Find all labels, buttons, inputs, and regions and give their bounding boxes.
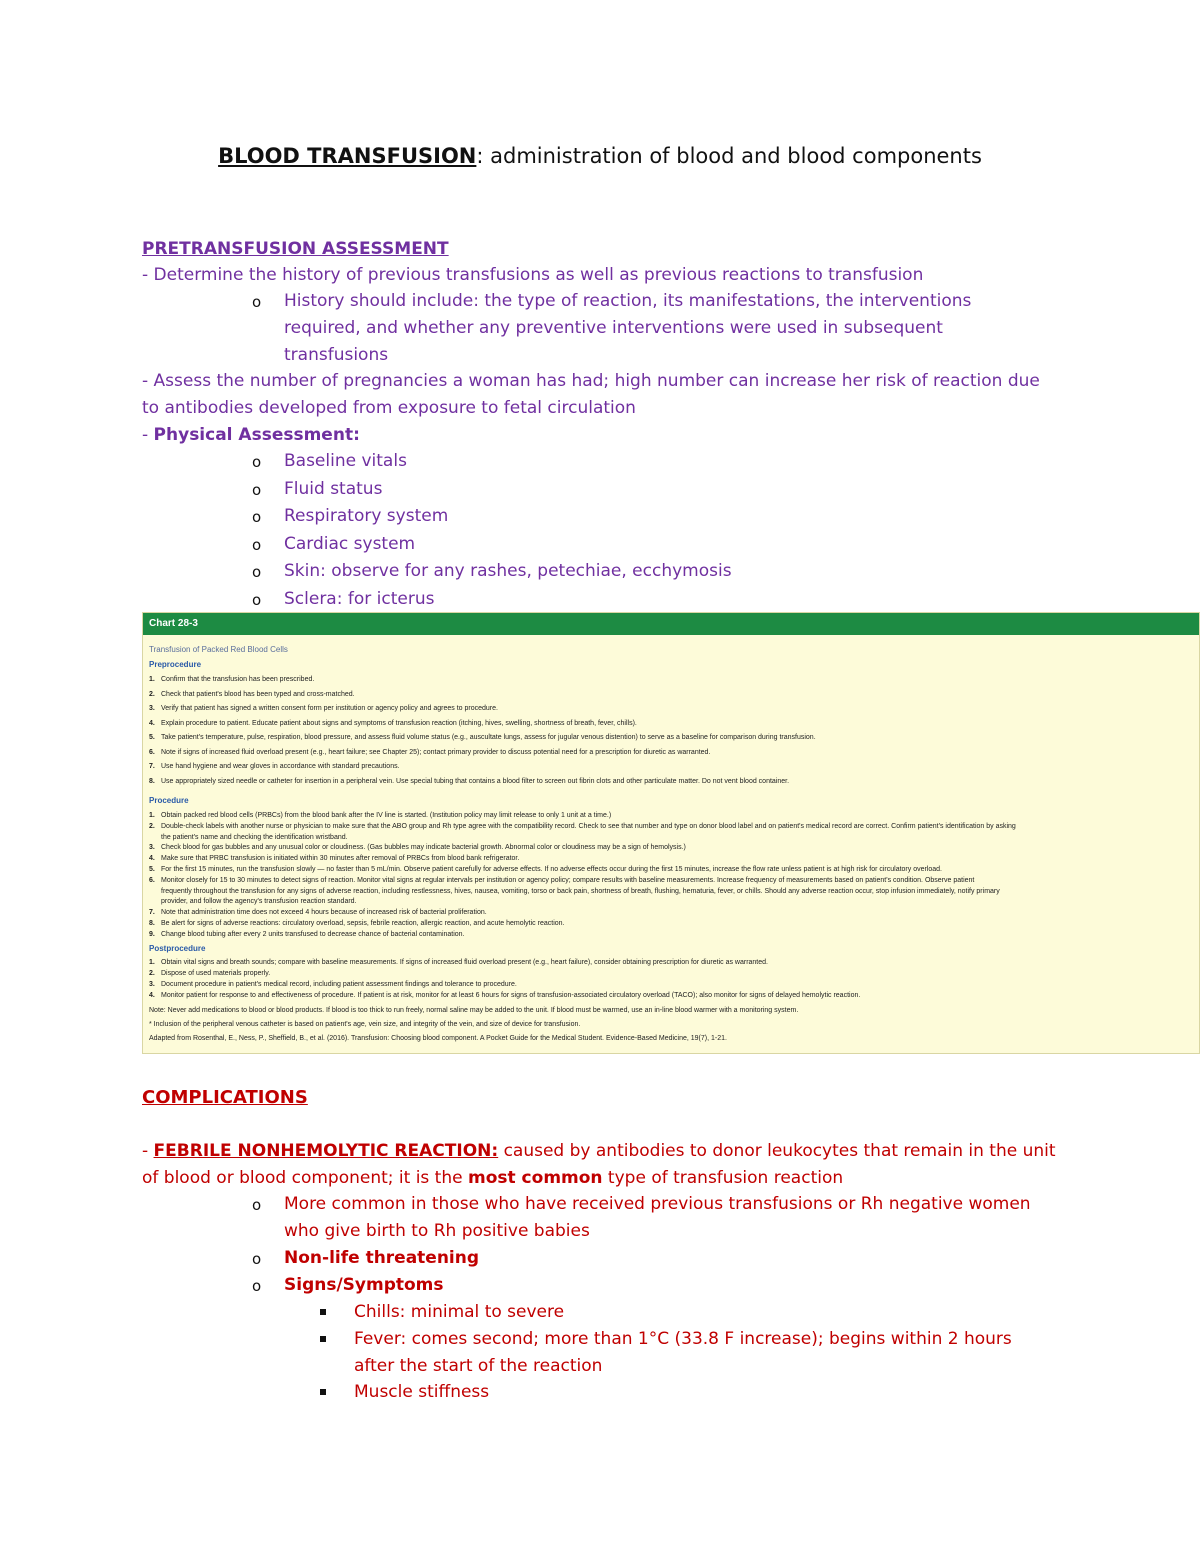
square-bullet-icon xyxy=(320,1389,326,1395)
chart-item-text: Verify that patient has signed a written consent form per institution or agency policy and agrees to procedure. xyxy=(161,705,498,712)
symptom-muscle-stiffness: Muscle stiffness xyxy=(354,1382,490,1402)
chart-title: Transfusion of Packed Red Blood Cells xyxy=(149,645,288,654)
chart-item-number: 1. xyxy=(149,959,155,966)
chart-item-number: 3. xyxy=(149,844,155,852)
chart-note: Note: Never add medications to blood or blood products. If blood is too thick to run freely, normal saline may be added to the unit. If blood must be warmed, use an in-line blood warmer with a monitoring system. xyxy=(149,1007,799,1014)
chart-item-text: Check blood for gas bubbles and any unusual color or cloudiness. (Gas bubbles may indicate bacterial growth. Abnormal color or cloudiness may be a sign of hemolysis.) xyxy=(161,844,686,852)
chart-list-item xyxy=(149,876,1189,885)
febrile-desc: caused by antibodies to donor leukocytes that remain in the unit xyxy=(498,1141,1056,1161)
chart-list-item xyxy=(149,897,1189,906)
chart-item-text: Use hand hygiene and wear gloves in accordance with standard precautions. xyxy=(161,763,400,770)
chart-item-number: 9. xyxy=(149,930,155,938)
chart-item-text: Take patient's temperature, pulse, respiration, blood pressure, and assess fluid volume status (e.g., auscultate lungs, assess for jugular venous distention) to serve as a baseline for comparison during transfusion. xyxy=(161,734,816,741)
square-bullet-icon xyxy=(320,1309,326,1315)
history-sub-line3: transfusions xyxy=(284,345,389,365)
chart-item-number: 6. xyxy=(149,748,155,756)
chart-list-item xyxy=(149,675,1189,684)
chart-item-number: 2. xyxy=(149,690,155,698)
chart-list-item xyxy=(149,969,1189,978)
chart-item-number: 6. xyxy=(149,876,155,884)
physical-assessment-item: Fluid status xyxy=(284,478,383,499)
chart-item-text: Dispose of used materials properly. xyxy=(161,970,271,977)
febrile-sub1-line1: More common in those who have received previous transfusions or Rh negative women xyxy=(284,1194,1031,1214)
chart-item-text: Check that patient's blood has been typed and cross-matched. xyxy=(161,690,355,698)
chart-list-item xyxy=(149,854,1189,863)
physical-assessment-item: Sclera: for icterus xyxy=(284,588,435,609)
chart-list-item xyxy=(149,777,1189,786)
pretransfusion-item-history: - Determine the history of previous transfusions as well as previous reactions to transfusion xyxy=(142,265,924,285)
chart-item-text: Note that administration time does not exceed 4 hours because of increased risk of bacterial proliferation. xyxy=(161,909,487,917)
physical-assessment-label xyxy=(142,422,360,449)
document-title xyxy=(0,144,1200,168)
febrile-line2-a: of blood or blood component; it is the xyxy=(142,1168,468,1188)
bullet-o: o xyxy=(252,1277,262,1295)
chart-list-item xyxy=(149,719,1189,728)
chart-item-text: frequently throughout the transfusion for any signs of adverse reaction, including restlessness, hives, nausea, vomiting, torso or back pain, shortness of breath, flushing, hematuria, fever, or chills. Should any adverse reaction occur, stop infusion immediately, notify primary xyxy=(161,887,1000,895)
chart-item-text: For the first 15 minutes, run the transfusion slowly — no faster than 5 mL/min. Observe patient carefully for adverse effects. If no adverse effects occur during the first 15 minutes, increase the flow rate unless patient is at high risk for circulatory overload. xyxy=(161,866,942,873)
chart-list-item xyxy=(149,958,1189,967)
chart-list-item xyxy=(149,887,1189,896)
chart-item-text: Document procedure in patient's medical record, including patient assessment findings and tolerance to procedure. xyxy=(161,981,517,988)
pretransfusion-item-pregnancies-line2: to antibodies developed from exposure to fetal circulation xyxy=(142,398,636,418)
febrile-line2-bold: most common xyxy=(468,1168,603,1188)
physical-label-text: Physical Assessment: xyxy=(153,425,360,445)
complications-heading: COMPLICATIONS xyxy=(142,1087,308,1108)
chart-list-item xyxy=(149,822,1189,831)
chart-item-number: 1. xyxy=(149,812,155,819)
chart-list-item xyxy=(149,930,1189,939)
chart-list-item xyxy=(149,908,1189,917)
chart-list-item xyxy=(149,748,1189,757)
chart-item-text: Obtain packed red blood cells (PRBCs) from the blood bank after the IV line is started. (Institution policy may limit release to only 1 unit at a time.) xyxy=(161,812,612,819)
pretransfusion-heading: PRETRANSFUSION ASSESSMENT xyxy=(142,239,449,259)
febrile-sub2: Non-life threatening xyxy=(284,1248,480,1268)
chart-procedure-heading: Procedure xyxy=(149,796,189,805)
bullet-o: o xyxy=(252,508,262,526)
chart-item-number: 3. xyxy=(149,705,155,712)
chart-item-text: Obtain vital signs and breath sounds; compare with baseline measurements. If signs of increased fluid overload present (e.g., heart failure), consider obtaining prescription for diuretic as warranted. xyxy=(161,959,768,966)
chart-source: Adapted from Rosenthal, E., Ness, P., Sheffield, B., et al. (2016). Transfusion: Choosing blood component. A Pocket Guide for the Medical Student. Evidence-Based Medicine, 19(7), 1-21. xyxy=(149,1035,727,1042)
symptom-fever-line1: Fever: comes second; more than 1°C (33.8 F increase); begins within 2 hours xyxy=(354,1329,1012,1349)
chart-list-item xyxy=(149,865,1189,874)
chart-list-item xyxy=(149,833,1189,842)
chart-list-item xyxy=(149,733,1189,742)
chart-item-text: Double-check labels with another nurse or physician to make sure that the ABO group and Rh type agree with the compatibility record. Check to see that number and type on donor blood label and on patient's medical record are correct. Confirm patient's identification by asking xyxy=(161,822,1016,830)
chart-item-number: 8. xyxy=(149,920,155,927)
symptom-fever-line2: after the start of the reaction xyxy=(354,1356,603,1376)
febrile-sub3: Signs/Symptoms xyxy=(284,1275,444,1295)
bullet-o: o xyxy=(252,1196,262,1214)
chart-postprocedure-heading: Postprocedure xyxy=(149,944,206,953)
bullet-o: o xyxy=(252,563,262,581)
physical-assessment-item: Skin: observe for any rashes, petechiae, ecchymosis xyxy=(284,561,732,581)
chart-item-number: 1. xyxy=(149,676,155,683)
chart-item-text: provider, and follow the agency's transfusion reaction standard. xyxy=(161,898,357,906)
febrile-line1 xyxy=(142,1138,1056,1165)
bullet-o: o xyxy=(252,1250,262,1268)
febrile-prefix: - xyxy=(142,1141,154,1161)
chart-item-number: 2. xyxy=(149,970,155,977)
physical-assessment-item: Baseline vitals xyxy=(284,451,407,471)
chart-item-number: 5. xyxy=(149,734,155,741)
febrile-sub1-line2: who give birth to Rh positive babies xyxy=(284,1221,590,1241)
pretransfusion-item-pregnancies-line1: - Assess the number of pregnancies a woman has had; high number can increase her risk of reaction due xyxy=(142,371,1040,391)
chart-list-item xyxy=(149,919,1189,928)
febrile-label: FEBRILE NONHEMOLYTIC REACTION: xyxy=(153,1141,499,1161)
chart-list-item xyxy=(149,762,1189,771)
symptom-chills: Chills: minimal to severe xyxy=(354,1302,565,1322)
chart-item-text: Be alert for signs of adverse reactions: circulatory overload, sepsis, febrile reaction, allergic reaction, and acute hemolytic reaction. xyxy=(161,920,565,927)
chart-preprocedure-heading: Preprocedure xyxy=(149,660,202,669)
chart-item-number: 4. xyxy=(149,992,155,999)
chart-footnote: * Inclusion of the peripheral venous catheter is based on patient's age, vein size, and integrity of the vein, and size of device for transfusion. xyxy=(149,1021,581,1028)
chart-item-text: Monitor patient for response to and effectiveness of procedure. If patient is at risk, monitor for at least 6 hours for signs of transfusion-associated circulatory overload (TACO); also monitor for signs of delayed hemolytic reaction. xyxy=(161,992,861,999)
chart-28-3-image xyxy=(142,612,1200,1054)
chart-list-item xyxy=(149,690,1189,699)
bullet-o: o xyxy=(252,590,262,609)
chart-item-number: 4. xyxy=(149,719,155,727)
chart-list-item xyxy=(149,980,1189,989)
chart-item-text: Change blood tubing after every 2 units transfused to decrease chance of bacterial contamination. xyxy=(161,930,465,938)
title-heading: BLOOD TRANSFUSION xyxy=(218,144,477,168)
chart-item-number: 8. xyxy=(149,777,155,785)
chart-list-item xyxy=(149,704,1189,713)
history-sub-line2: required, and whether any preventive interventions were used in subsequent xyxy=(284,318,943,338)
physical-assessment-item: Cardiac system xyxy=(284,533,416,554)
chart-list-item xyxy=(149,811,1189,820)
physical-prefix: - xyxy=(142,425,154,445)
chart-item-text: Explain procedure to patient. Educate patient about signs and symptoms of transfusion reaction (itching, hives, swelling, shortness of breath, fever, chills). xyxy=(161,719,637,727)
chart-list-item xyxy=(149,843,1189,852)
chart-label: Chart 28-3 xyxy=(143,613,1199,635)
chart-item-number: 4. xyxy=(149,855,155,863)
bullet-o: o xyxy=(252,453,262,471)
chart-item-number: 7. xyxy=(149,763,155,770)
chart-item-text: Make sure that PRBC transfusion is initiated within 30 minutes after removal of PRBCs from blood bank refrigerator. xyxy=(161,855,520,863)
bullet-o: o xyxy=(252,480,262,499)
chart-item-text: Monitor closely for 15 to 30 minutes to detect signs of reaction. Monitor vital signs at regular intervals per institution or agency policy; compare results with baseline measurements. Increase frequency of measurements based on patient's condition. Observe patient xyxy=(161,876,975,884)
chart-item-number: 3. xyxy=(149,981,155,988)
chart-item-text: Confirm that the transfusion has been prescribed. xyxy=(161,676,315,683)
chart-item-text: Note if signs of increased fluid overload present (e.g., heart failure; see Chapter 25); contact primary provider to discuss potential need for a prescription for diuretic as warranted. xyxy=(161,748,711,756)
title-rest: : administration of blood and blood components xyxy=(476,144,982,168)
febrile-line2 xyxy=(142,1165,843,1192)
physical-assessment-item: Respiratory system xyxy=(284,506,449,526)
bullet-o: o xyxy=(252,535,262,554)
chart-list-item xyxy=(149,991,1189,1000)
square-bullet-icon xyxy=(320,1336,326,1342)
chart-item-text: Use appropriately sized needle or catheter for insertion in a peripheral vein. Use special tubing that contains a blood filter to screen out fibrin clots and other particulate matter. Do not vent blood container. xyxy=(161,777,790,785)
chart-item-number: 2. xyxy=(149,822,155,830)
history-sub-line1: History should include: the type of reaction, its manifestations, the interventions xyxy=(284,291,972,311)
febrile-line2-b: type of transfusion reaction xyxy=(602,1168,844,1188)
chart-item-number: 5. xyxy=(149,866,155,873)
chart-item-text: the patient's name and checking the identification wristband. xyxy=(161,833,348,841)
chart-item-number: 7. xyxy=(149,909,155,917)
bullet-o: o xyxy=(252,293,262,311)
